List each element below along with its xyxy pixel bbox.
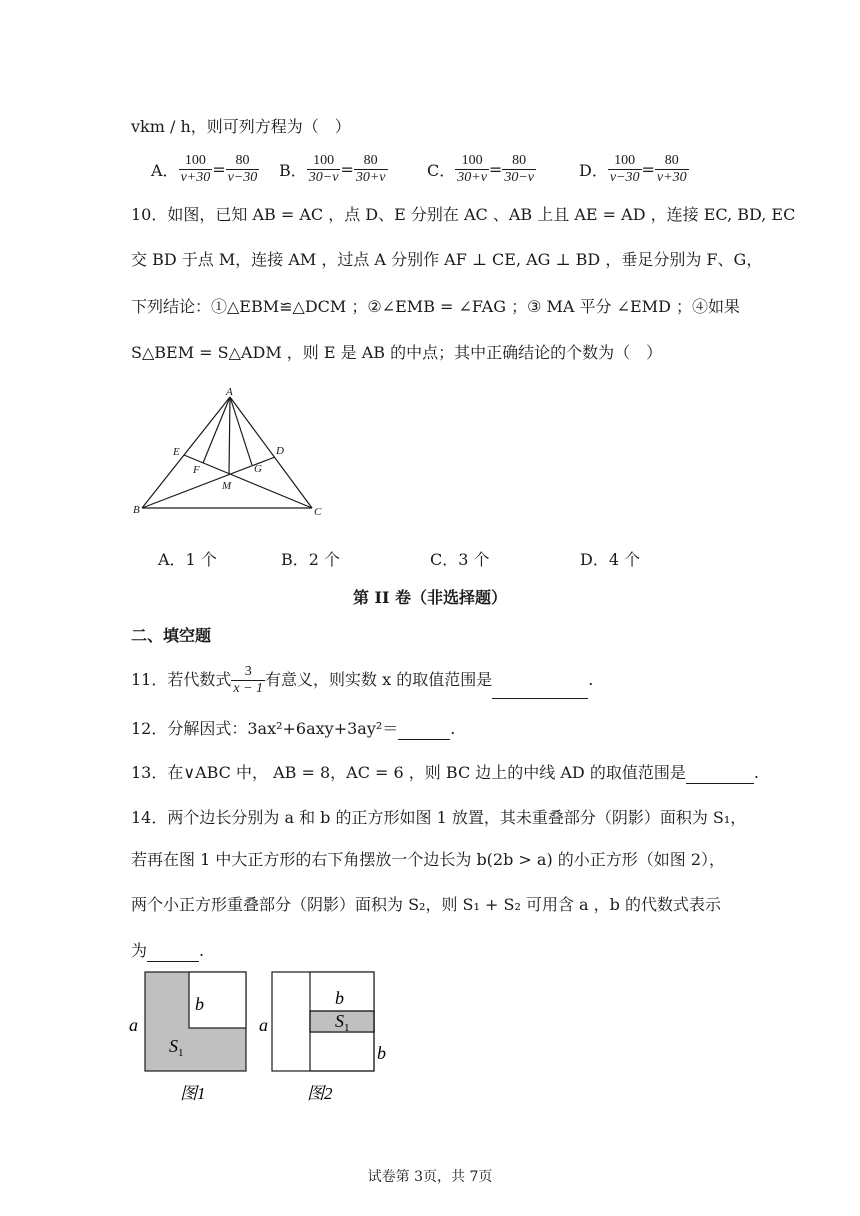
label-d: D bbox=[276, 445, 284, 457]
q13-answer-blank[interactable] bbox=[686, 763, 754, 784]
q14-figure-2 bbox=[255, 970, 395, 1105]
q11: 11．若代数式 $\frac{3}{x - 1}$ 有意义，则实数 x 的取值范围是 . bbox=[131, 662, 593, 699]
fig1-label-s1: $S_1$ bbox=[169, 1036, 184, 1059]
label-a: A bbox=[226, 386, 233, 398]
label-c: C bbox=[314, 506, 322, 518]
label-e: E bbox=[173, 446, 180, 458]
fig2-label-a: a bbox=[259, 1015, 268, 1035]
label-g: G bbox=[254, 463, 262, 475]
fig2-label-s1: $S_1$ bbox=[335, 1011, 350, 1034]
q10-option-a[interactable]: A．1 个 bbox=[158, 550, 217, 569]
segment-af bbox=[203, 397, 230, 463]
fig2-caption: 图2 bbox=[307, 1084, 333, 1103]
fig1-label-b: b bbox=[195, 994, 204, 1014]
q14-line3: 两个小正方形重叠部分（阴影）面积为 S₂，则 S₁ + S₂ 可用含 a ，b 的代数式表示 bbox=[131, 895, 722, 914]
q9-option-a[interactable]: A． $\frac{100}{v+30}$ = $\frac{80}{v-30}$ bbox=[151, 153, 258, 185]
q10-line1: 10．如图，已知 AB = AC ，点 D、E 分别在 AC 、AB 上且 AE = AD ，连接 EC, BD, EC bbox=[131, 205, 796, 224]
q10-option-b[interactable]: B．2 个 bbox=[281, 550, 341, 569]
fig1-caption: 图1 bbox=[180, 1084, 206, 1103]
fig2-label-b-top: b bbox=[335, 988, 344, 1008]
segment-am bbox=[229, 397, 230, 475]
page-footer: 试卷第 3页，共 7页 bbox=[367, 1169, 493, 1185]
q14-figure-1 bbox=[125, 970, 255, 1105]
q10-line3: 下列结论：①△EBM≌△DCM ；②∠EMB = ∠FAG ；③ MA 平分 ∠EMD ；④如果 bbox=[131, 297, 740, 316]
fig1-label-a: a bbox=[129, 1015, 138, 1035]
q12: 12．分解因式：3ax²+6axy+3ay²＝ . bbox=[131, 719, 456, 738]
segment-ag bbox=[230, 397, 252, 465]
q10-line2: 交 BD 于点 M，连接 AM ，过点 A 分别作 AF ⊥ CE, AG ⊥ BD ，垂足分别为 F、G， bbox=[131, 250, 763, 269]
q9-option-d[interactable]: D． $\frac{100}{v-30}$ = $\frac{80}{v+30}$ bbox=[579, 153, 687, 185]
q12-answer-blank[interactable] bbox=[398, 719, 450, 740]
q9-tail: vkm / h，则可列方程为（ ） bbox=[131, 117, 351, 136]
q11-answer-blank[interactable] bbox=[492, 662, 588, 699]
label-m: M bbox=[222, 480, 232, 492]
q9-option-c[interactable]: C． $\frac{100}{30+v}$ = $\frac{80}{30-v}$ bbox=[427, 153, 534, 185]
section-fill-blank-heading: 二、填空题 bbox=[131, 626, 212, 645]
q10-line4: S△BEM = S△ADM ，则 E 是 AB 的中点；其中正确结论的个数为（ ） bbox=[131, 343, 663, 362]
q14-line1: 14．两个边长分别为 a 和 b 的正方形如图 1 放置，其未重叠部分（阴影）面积为 S₁， bbox=[131, 808, 747, 827]
label-b: B bbox=[133, 504, 140, 516]
q13: 13．在∨ABC 中， AB = 8，AC = 6 ，则 BC 边上的中线 AD 的取值范围是 . bbox=[131, 763, 759, 782]
q14-line4: 为 . bbox=[131, 941, 205, 960]
q14-answer-blank[interactable] bbox=[147, 941, 199, 962]
q9-option-b[interactable]: B． $\frac{100}{30-v}$ = $\frac{80}{30+v}$ bbox=[279, 153, 386, 185]
section-title: 第 II 卷（非选择题） bbox=[352, 588, 508, 607]
q14-line2: 若再在图 1 中大正方形的右下角摆放一个边长为 b(2b > a) 的小正方形（如图 2）， bbox=[131, 850, 726, 869]
fig2-label-b-right: b bbox=[377, 1043, 386, 1063]
q10-option-c[interactable]: C．3 个 bbox=[430, 550, 490, 569]
q10-option-d[interactable]: D．4 个 bbox=[580, 550, 641, 569]
label-f: F bbox=[193, 464, 200, 476]
q11-fraction: $\frac{3}{x - 1}$ bbox=[233, 664, 264, 696]
q10-triangle-figure bbox=[130, 385, 330, 520]
